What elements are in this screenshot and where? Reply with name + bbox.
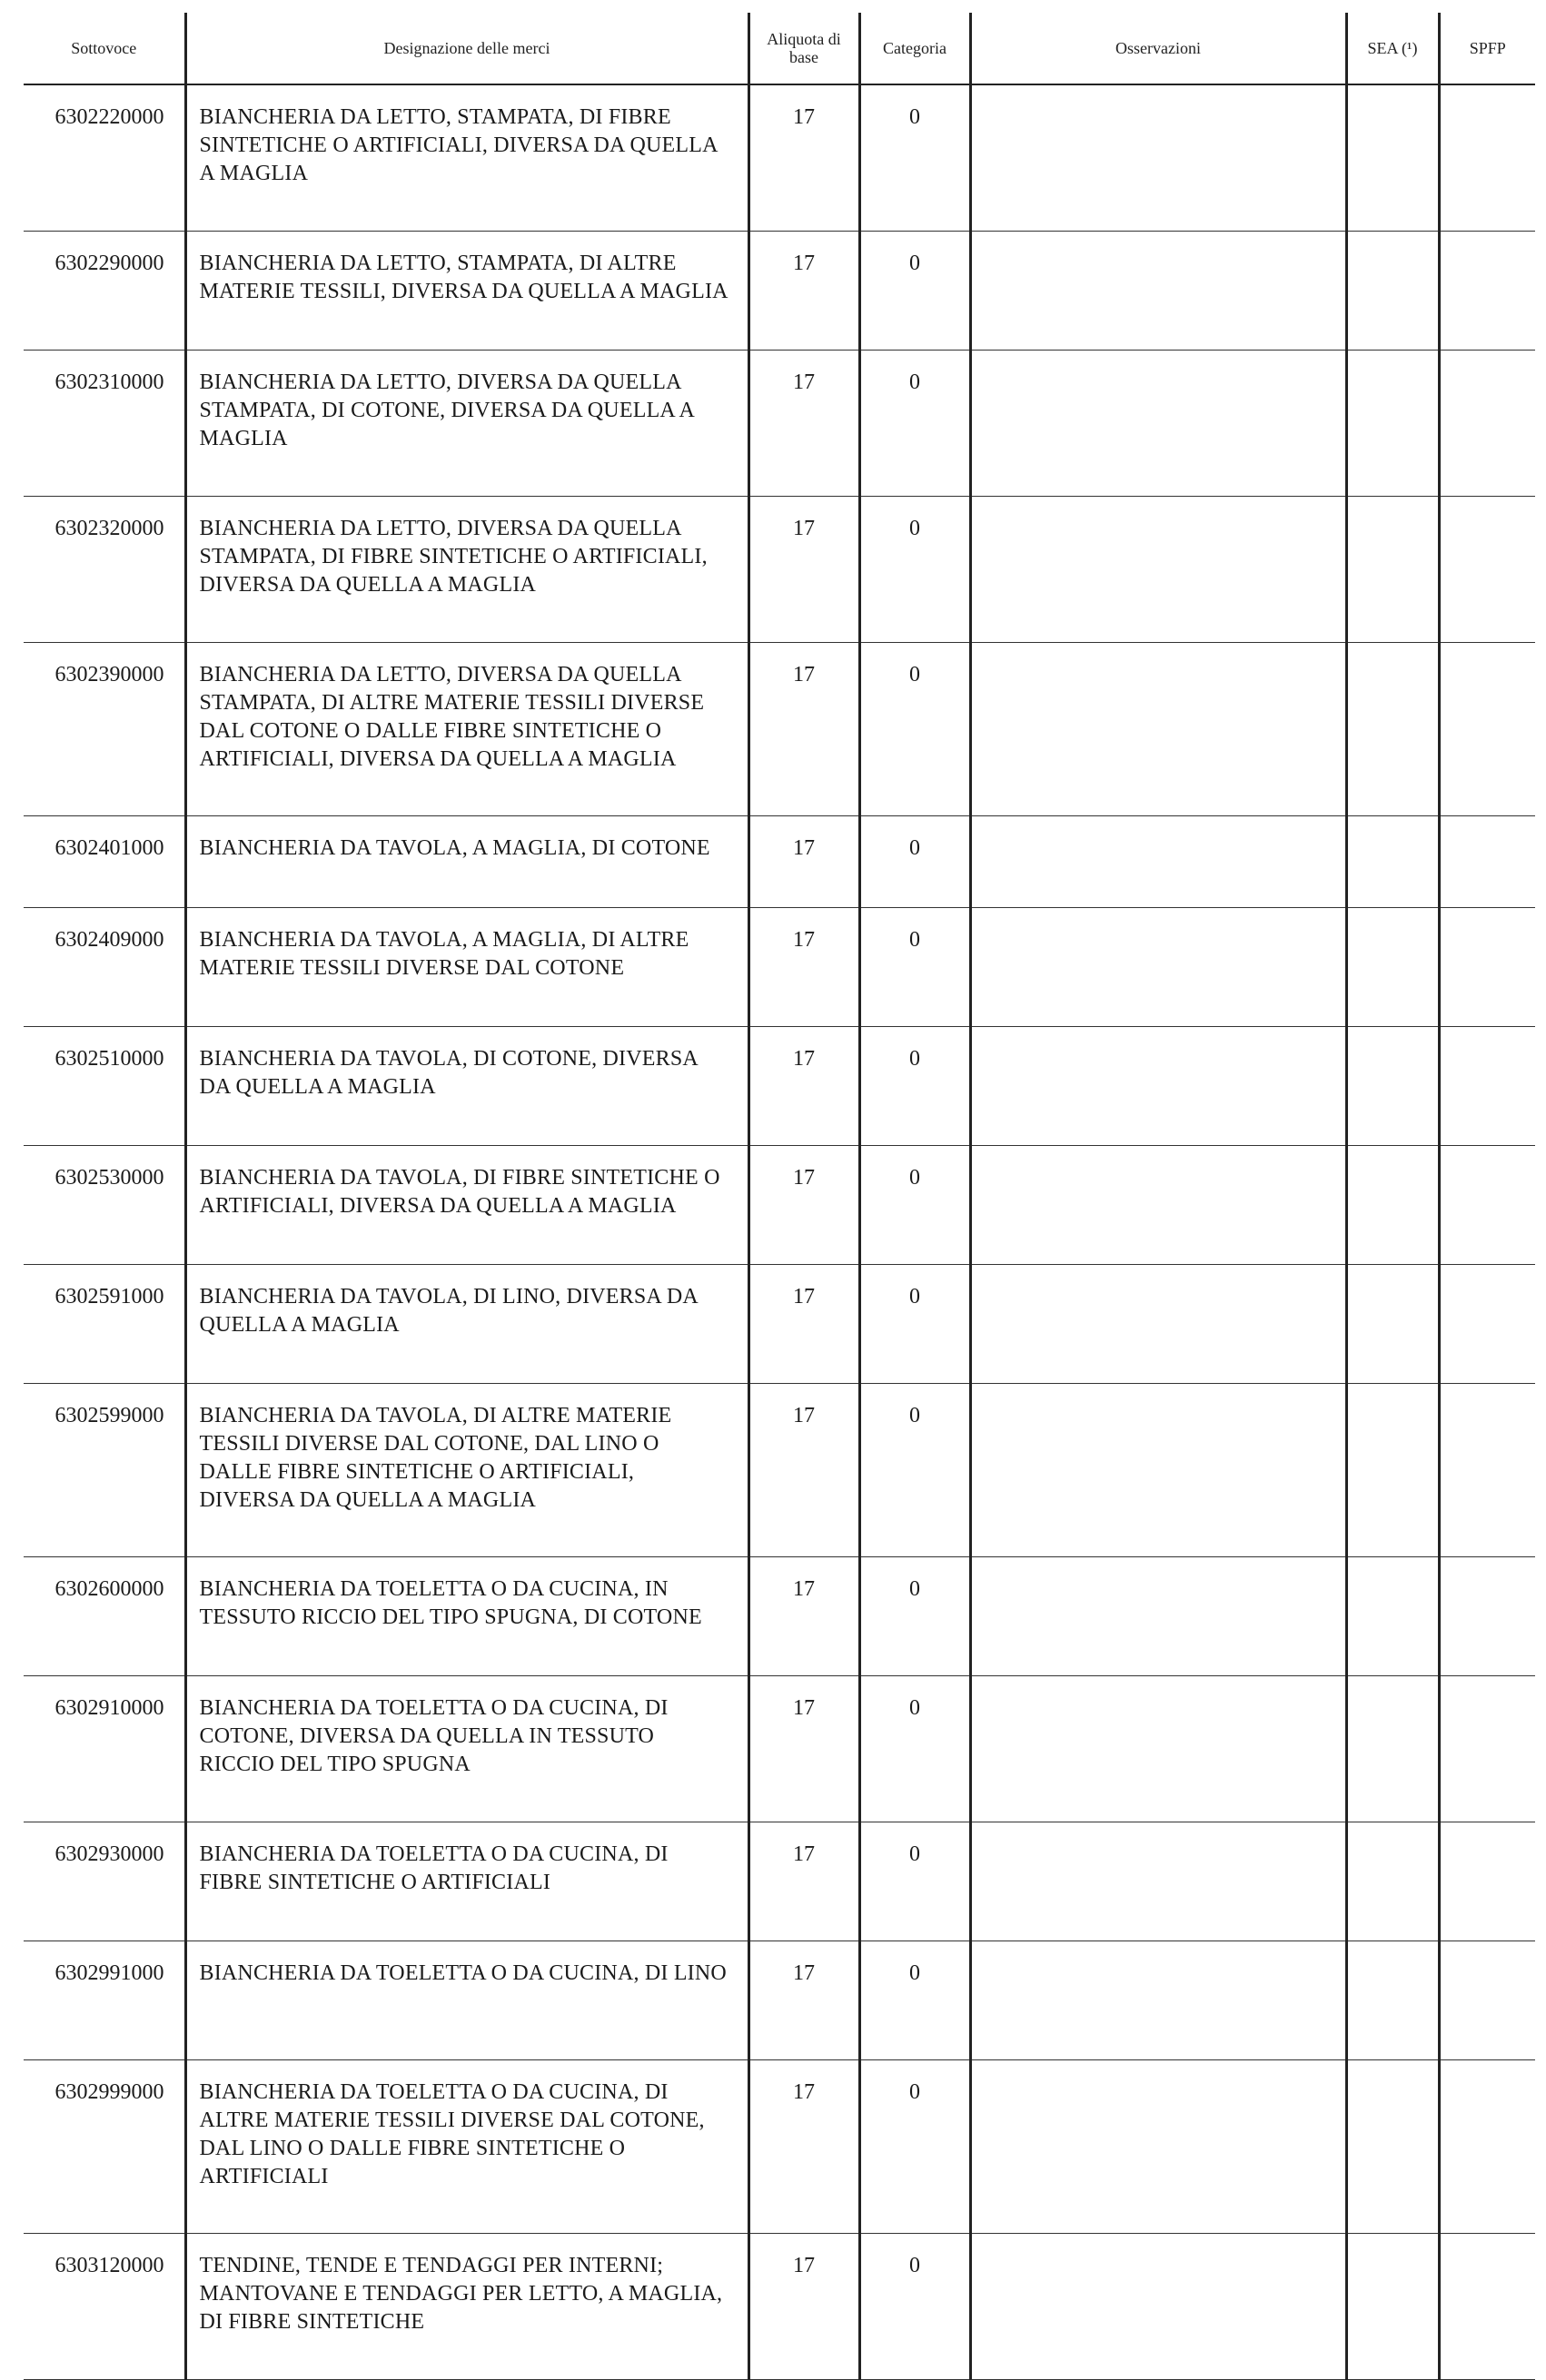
cell-osservazioni: [970, 84, 1346, 232]
cell-osservazioni: [970, 1027, 1346, 1146]
cell-categoria: 0: [859, 84, 970, 232]
cell-sottovoce: 6302591000: [24, 1265, 185, 1384]
cell-categoria: 0: [859, 816, 970, 908]
cell-spfp: [1439, 643, 1535, 816]
cell-sottovoce: 6302600000: [24, 1557, 185, 1676]
table-row: [24, 2060, 1535, 2234]
cell-sottovoce: 6303120000: [24, 2234, 185, 2380]
cell-spfp: [1439, 1384, 1535, 1557]
cell-aliquota: 17: [748, 1822, 859, 1941]
cell-aliquota: 17: [748, 643, 859, 816]
cell-categoria: 0: [859, 908, 970, 1027]
cell-sottovoce: 6302390000: [24, 643, 185, 816]
cell-osservazioni: [970, 351, 1346, 497]
header-sottovoce: Sottovoce: [24, 13, 185, 84]
cell-osservazioni: [970, 1384, 1346, 1557]
cell-spfp: [1439, 84, 1535, 232]
cell-spfp: [1439, 1822, 1535, 1941]
cell-aliquota: 17: [748, 908, 859, 1027]
cell-spfp: [1439, 232, 1535, 351]
cell-aliquota: 17: [748, 84, 859, 232]
cell-sea: [1346, 232, 1439, 351]
cell-aliquota: 17: [748, 232, 859, 351]
cell-osservazioni: [970, 1676, 1346, 1822]
table-row: [24, 1384, 1535, 1557]
cell-aliquota: 17: [748, 816, 859, 908]
cell-categoria: 0: [859, 1146, 970, 1265]
table-row: [24, 232, 1535, 351]
cell-designazione: BIANCHERIA DA TAVOLA, DI ALTRE MATERIE TESSILI DIVERSE DAL COTONE, DAL LINO O DALLE FIBRE SINTETICHE O ARTIFICIALI, DIVERSA DA QUELLA A MAGLIA: [185, 1384, 748, 1557]
cell-sea: [1346, 497, 1439, 643]
table-row: [24, 1265, 1535, 1384]
cell-spfp: [1439, 1941, 1535, 2060]
cell-categoria: 0: [859, 1384, 970, 1557]
header-spfp: SPFP: [1469, 39, 1506, 57]
cell-aliquota: 17: [748, 2060, 859, 2234]
cell-sea: [1346, 1941, 1439, 2060]
cell-designazione: BIANCHERIA DA TOELETTA O DA CUCINA, DI LINO: [185, 1941, 748, 2060]
header-designazione: Designazione delle merci: [185, 13, 748, 84]
table-row: [24, 1822, 1535, 1941]
cell-spfp: [1439, 2060, 1535, 2234]
cell-designazione: BIANCHERIA DA TAVOLA, DI LINO, DIVERSA DA QUELLA A MAGLIA: [185, 1265, 748, 1384]
cell-aliquota: 17: [748, 1265, 859, 1384]
cell-designazione: BIANCHERIA DA TOELETTA O DA CUCINA, IN TESSUTO RICCIO DEL TIPO SPUGNA, DI COTONE: [185, 1557, 748, 1676]
cell-categoria: 0: [859, 1027, 970, 1146]
cell-designazione: BIANCHERIA DA TAVOLA, DI FIBRE SINTETICHE O ARTIFICIALI, DIVERSA DA QUELLA A MAGLIA: [185, 1146, 748, 1265]
cell-spfp: [1439, 1027, 1535, 1146]
table-header-row: [24, 13, 1535, 84]
cell-sottovoce: 6302991000: [24, 1941, 185, 2060]
cell-designazione: BIANCHERIA DA TOELETTA O DA CUCINA, DI COTONE, DIVERSA DA QUELLA IN TESSUTO RICCIO DEL TIPO SPUGNA: [185, 1676, 748, 1822]
cell-osservazioni: [970, 497, 1346, 643]
cell-sea: [1346, 2234, 1439, 2380]
header-osservazioni: Osservazioni: [970, 13, 1346, 84]
cell-sea: [1346, 1557, 1439, 1676]
cell-sea: [1346, 816, 1439, 908]
cell-spfp: [1439, 816, 1535, 908]
cell-sottovoce: 6302320000: [24, 497, 185, 643]
cell-categoria: 0: [859, 1822, 970, 1941]
cell-designazione: TENDINE, TENDE E TENDAGGI PER INTERNI; MANTOVANE E TENDAGGI PER LETTO, A MAGLIA, DI FIBRE SINTETICHE: [185, 2234, 748, 2380]
cell-sea: [1346, 1265, 1439, 1384]
cell-sottovoce: 6302290000: [24, 232, 185, 351]
cell-sottovoce: 6302401000: [24, 816, 185, 908]
cell-sea: [1346, 1027, 1439, 1146]
cell-spfp: [1439, 1146, 1535, 1265]
table-row: [24, 84, 1535, 232]
cell-designazione: BIANCHERIA DA TAVOLA, A MAGLIA, DI ALTRE MATERIE TESSILI DIVERSE DAL COTONE: [185, 908, 748, 1027]
cell-aliquota: 17: [748, 1676, 859, 1822]
cell-sottovoce: 6302409000: [24, 908, 185, 1027]
table-row: [24, 816, 1535, 908]
cell-osservazioni: [970, 1265, 1346, 1384]
cell-categoria: 0: [859, 1676, 970, 1822]
cell-osservazioni: [970, 1822, 1346, 1941]
cell-designazione: BIANCHERIA DA LETTO, DIVERSA DA QUELLA STAMPATA, DI COTONE, DIVERSA DA QUELLA A MAGLIA: [185, 351, 748, 497]
cell-sottovoce: 6302599000: [24, 1384, 185, 1557]
cell-sottovoce: 6302930000: [24, 1822, 185, 1941]
cell-spfp: [1439, 1557, 1535, 1676]
table-row: [24, 643, 1535, 816]
cell-aliquota: 17: [748, 1146, 859, 1265]
cell-categoria: 0: [859, 497, 970, 643]
cell-osservazioni: [970, 1146, 1346, 1265]
cell-osservazioni: [970, 1941, 1346, 2060]
cell-designazione: BIANCHERIA DA TAVOLA, DI COTONE, DIVERSA DA QUELLA A MAGLIA: [185, 1027, 748, 1146]
cell-sea: [1346, 1822, 1439, 1941]
cell-categoria: 0: [859, 643, 970, 816]
cell-aliquota: 17: [748, 2234, 859, 2380]
cell-categoria: 0: [859, 351, 970, 497]
header-sea: SEA (¹): [1346, 13, 1439, 84]
cell-sea: [1346, 1146, 1439, 1265]
cell-spfp: [1439, 497, 1535, 643]
cell-spfp: [1439, 1265, 1535, 1384]
cell-aliquota: 17: [748, 497, 859, 643]
table-row: [24, 2234, 1535, 2380]
cell-categoria: 0: [859, 1941, 970, 2060]
cell-osservazioni: [970, 816, 1346, 908]
tariff-table: [24, 13, 1535, 2380]
cell-designazione: BIANCHERIA DA TOELETTA O DA CUCINA, DI FIBRE SINTETICHE O ARTIFICIALI: [185, 1822, 748, 1941]
cell-aliquota: 17: [748, 1027, 859, 1146]
cell-sea: [1346, 1384, 1439, 1557]
cell-sea: [1346, 2060, 1439, 2234]
cell-spfp: [1439, 908, 1535, 1027]
table-row: [24, 1146, 1535, 1265]
cell-sottovoce: 6302510000: [24, 1027, 185, 1146]
cell-sea: [1346, 84, 1439, 232]
cell-sottovoce: 6302310000: [24, 351, 185, 497]
cell-sottovoce: 6302220000: [24, 84, 185, 232]
header-categoria: Categoria: [859, 13, 970, 84]
cell-spfp: [1439, 351, 1535, 497]
table-row: [24, 1557, 1535, 1676]
cell-aliquota: 17: [748, 351, 859, 497]
cell-osservazioni: [970, 2234, 1346, 2380]
cell-osservazioni: [970, 908, 1346, 1027]
cell-sottovoce: 6302910000: [24, 1676, 185, 1822]
table-row: [24, 1027, 1535, 1146]
cell-sea: [1346, 351, 1439, 497]
cell-sea: [1346, 1676, 1439, 1822]
cell-categoria: 0: [859, 1557, 970, 1676]
cell-categoria: 0: [859, 2234, 970, 2380]
cell-designazione: BIANCHERIA DA LETTO, STAMPATA, DI FIBRE SINTETICHE O ARTIFICIALI, DIVERSA DA QUELLA A MAGLIA: [185, 84, 748, 232]
header-aliquota: Aliquota di base: [748, 13, 859, 84]
cell-osservazioni: [970, 643, 1346, 816]
cell-aliquota: 17: [748, 1384, 859, 1557]
cell-aliquota: 17: [748, 1941, 859, 2060]
table-body: [24, 84, 1535, 2380]
cell-designazione: BIANCHERIA DA TAVOLA, A MAGLIA, DI COTONE: [185, 816, 748, 908]
cell-sottovoce: 6302530000: [24, 1146, 185, 1265]
table-row: [24, 1676, 1535, 1822]
cell-categoria: 0: [859, 2060, 970, 2234]
cell-designazione: BIANCHERIA DA LETTO, STAMPATA, DI ALTRE MATERIE TESSILI, DIVERSA DA QUELLA A MAGLIA: [185, 232, 748, 351]
cell-sea: [1346, 908, 1439, 1027]
cell-spfp: [1439, 1676, 1535, 1822]
cell-osservazioni: [970, 232, 1346, 351]
table-row: [24, 1941, 1535, 2060]
cell-osservazioni: [970, 1557, 1346, 1676]
cell-categoria: 0: [859, 232, 970, 351]
cell-sea: [1346, 643, 1439, 816]
table-row: [24, 497, 1535, 643]
cell-spfp: [1439, 2234, 1535, 2380]
table-row: [24, 351, 1535, 497]
cell-categoria: 0: [859, 1265, 970, 1384]
cell-osservazioni: [970, 2060, 1346, 2234]
table-row: [24, 908, 1535, 1027]
cell-designazione: BIANCHERIA DA LETTO, DIVERSA DA QUELLA STAMPATA, DI ALTRE MATERIE TESSILI DIVERSE DAL COTONE O DALLE FIBRE SINTETICHE O ARTIFICIALI, DIVERSA DA QUELLA A MAGLIA: [185, 643, 748, 816]
cell-designazione: BIANCHERIA DA LETTO, DIVERSA DA QUELLA STAMPATA, DI FIBRE SINTETICHE O ARTIFICIALI, DIVERSA DA QUELLA A MAGLIA: [185, 497, 748, 643]
cell-sottovoce: 6302999000: [24, 2060, 185, 2234]
cell-designazione: BIANCHERIA DA TOELETTA O DA CUCINA, DI ALTRE MATERIE TESSILI DIVERSE DAL COTONE, DAL LINO O DALLE FIBRE SINTETICHE O ARTIFICIALI: [185, 2060, 748, 2234]
cell-aliquota: 17: [748, 1557, 859, 1676]
